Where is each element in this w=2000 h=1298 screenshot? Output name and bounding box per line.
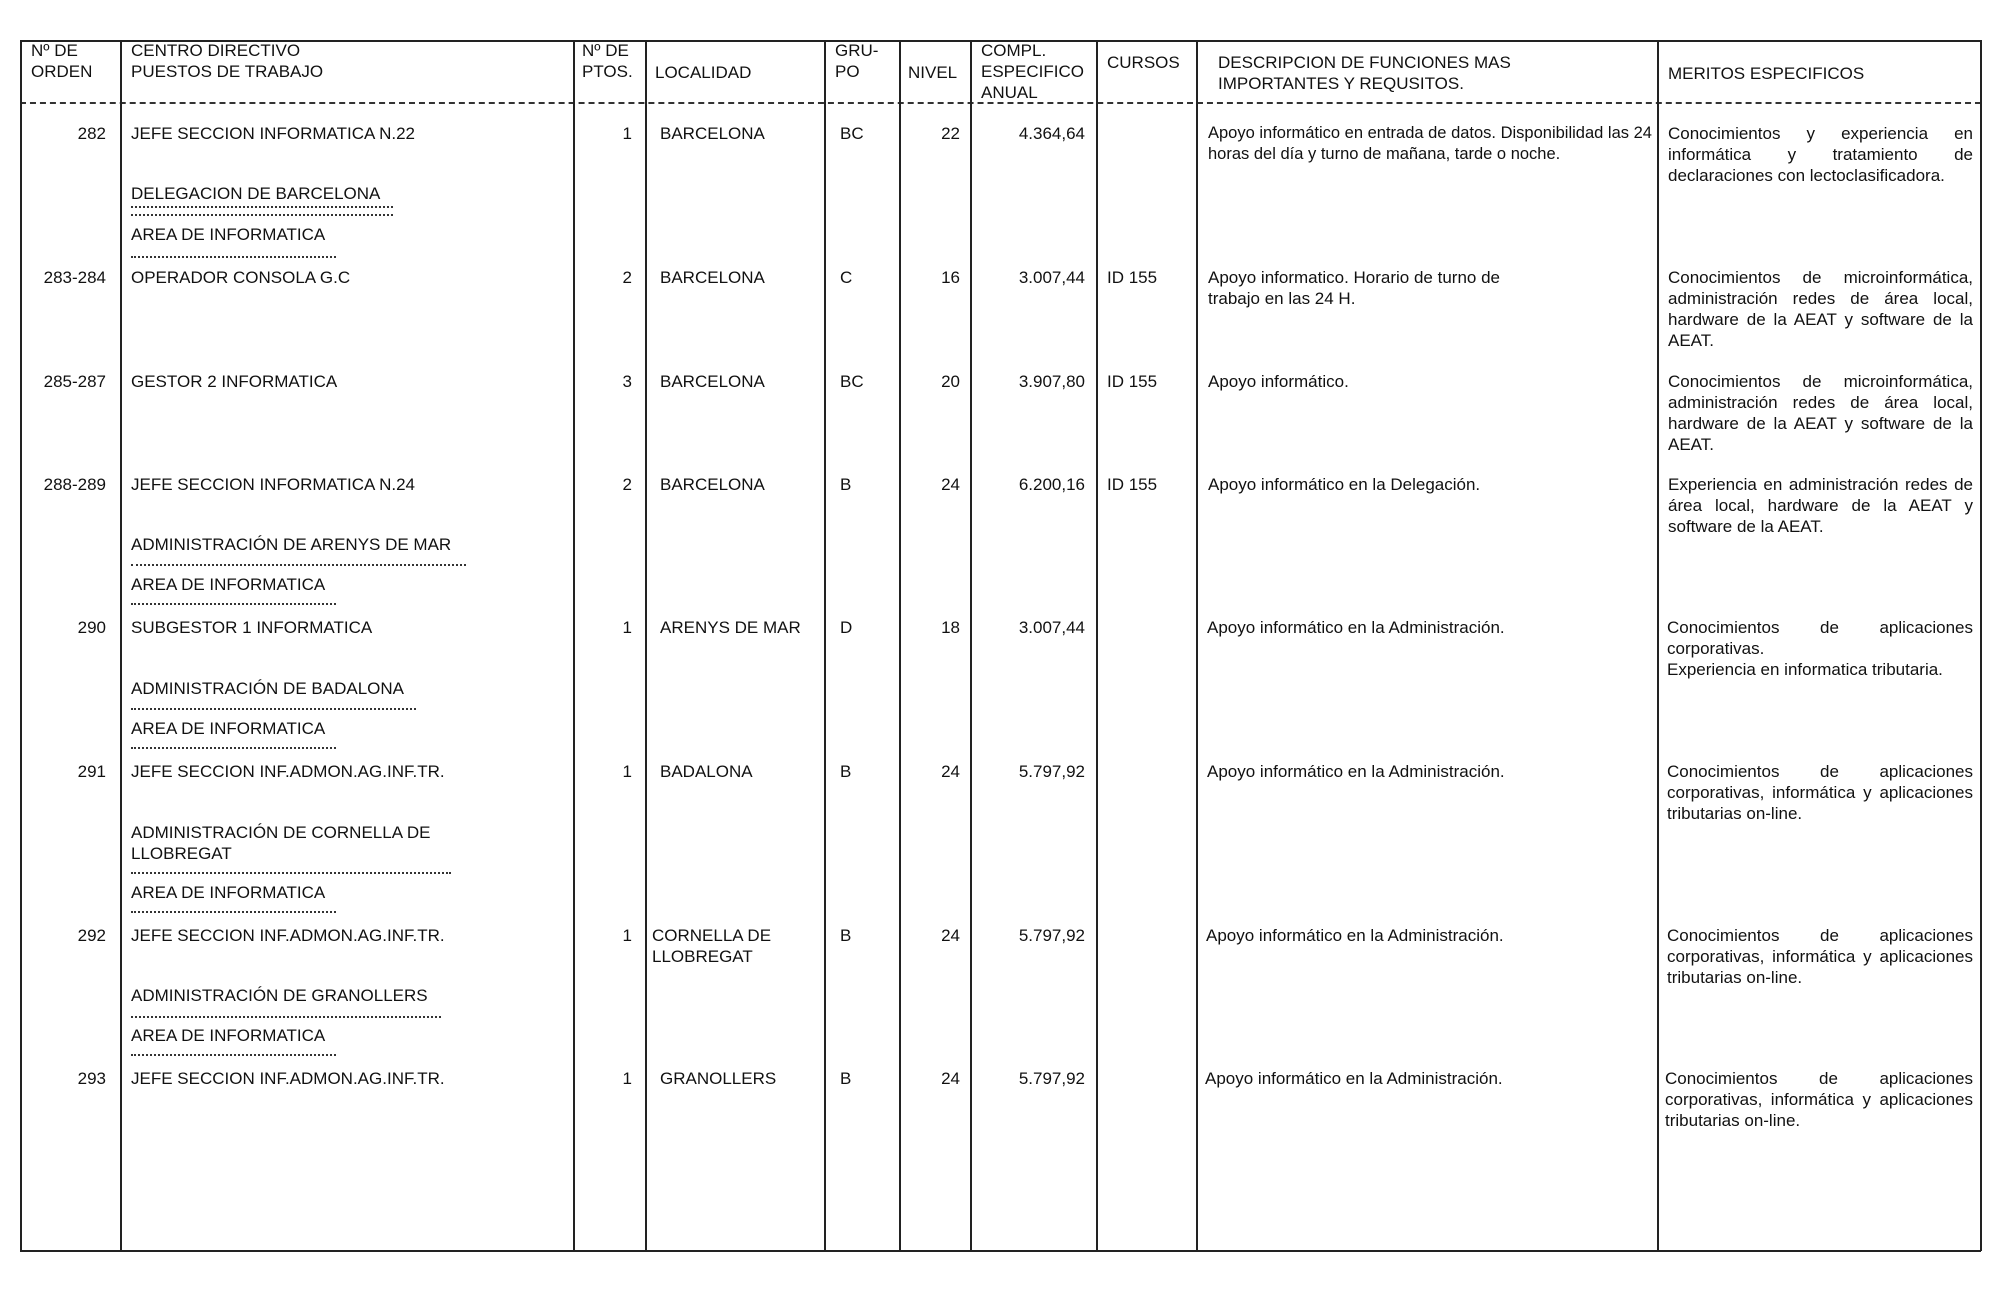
- puesto-283-284: OPERADOR CONSOLA G.C: [131, 268, 351, 287]
- dotted-underline: [131, 256, 336, 258]
- descripcion-290: Apoyo informático en la Administración.: [1207, 618, 1505, 637]
- compl-293: 5.797,92: [1018, 1069, 1085, 1088]
- grupo-288-289: B: [840, 475, 852, 494]
- section-area-informatica: AREA DE INFORMATICA: [131, 1026, 326, 1045]
- ptos-293: 1: [622, 1069, 632, 1088]
- compl-283-284: 3.007,44: [1018, 268, 1085, 287]
- cursos-283-284: ID 155: [1107, 268, 1158, 287]
- header-localidad: LOCALIDAD: [655, 63, 752, 82]
- puesto-292: JEFE SECCION INF.ADMON.AG.INF.TR.: [131, 926, 445, 945]
- orden-290: 290: [77, 618, 106, 637]
- meritos-291: Conocimientos de aplicaciones corporativas, informática y aplicaciones tributarias on-line.: [1667, 762, 1973, 823]
- puesto-285-287: GESTOR 2 INFORMATICA: [131, 372, 338, 391]
- descripcion-285-287: Apoyo informático.: [1208, 372, 1349, 391]
- orden-292: 292: [77, 926, 106, 945]
- nivel-285-287: 20: [941, 372, 960, 391]
- column-border: [1096, 40, 1098, 1251]
- localidad-292: CORNELLA DE LLOBREGAT: [652, 926, 772, 966]
- column-border: [120, 40, 122, 1251]
- puesto-293: JEFE SECCION INF.ADMON.AG.INF.TR.: [131, 1069, 445, 1088]
- dotted-underline: [131, 1054, 336, 1056]
- compl-285-287: 3.907,80: [1018, 372, 1085, 391]
- column-border: [1196, 40, 1198, 1251]
- meritos-285-287: Conocimientos de microinformática, administración redes de área local, hardware de la AEAT y software de la AEAT.: [1668, 372, 1973, 454]
- double-underline: [131, 206, 393, 216]
- section-administracion-granollers: ADMINISTRACIÓN DE GRANOLLERS: [131, 986, 428, 1005]
- orden-285-287: 285-287: [43, 372, 106, 391]
- cursos-285-287: ID 155: [1107, 372, 1158, 391]
- meritos-282: Conocimientos y experiencia en informática y tratamiento de declaraciones con lectoclasificadora.: [1668, 124, 1973, 185]
- nivel-282: 22: [941, 124, 960, 143]
- table-bottom-border: [20, 1250, 1981, 1252]
- header-cursos: CURSOS: [1107, 53, 1180, 72]
- compl-282: 4.364,64: [1018, 124, 1085, 143]
- cursos-288-289: ID 155: [1107, 475, 1158, 494]
- ptos-292: 1: [622, 926, 632, 945]
- column-border: [970, 40, 972, 1251]
- meritos-293: Conocimientos de aplicaciones corporativas, informática y aplicaciones tributarias on-line.: [1665, 1069, 1973, 1130]
- header-compl: COMPL. ESPECIFICO ANUAL: [981, 41, 1084, 102]
- puesto-291: JEFE SECCION INF.ADMON.AG.INF.TR.: [131, 762, 445, 781]
- section-area-informatica: AREA DE INFORMATICA: [131, 225, 326, 244]
- localidad-293: GRANOLLERS: [660, 1069, 777, 1088]
- grupo-283-284: C: [840, 268, 853, 287]
- dotted-underline: [131, 603, 336, 605]
- nivel-288-289: 24: [941, 475, 960, 494]
- dotted-underline: [131, 911, 336, 913]
- orden-291: 291: [77, 762, 106, 781]
- ptos-288-289: 2: [622, 475, 632, 494]
- orden-283-284: 283-284: [43, 268, 106, 287]
- localidad-282: BARCELONA: [660, 124, 765, 143]
- localidad-288-289: BARCELONA: [660, 475, 765, 494]
- column-border: [573, 40, 575, 1251]
- dotted-underline: [131, 708, 416, 710]
- localidad-285-287: BARCELONA: [660, 372, 765, 391]
- descripcion-291: Apoyo informático en la Administración.: [1207, 762, 1505, 781]
- orden-293: 293: [77, 1069, 106, 1088]
- localidad-290: ARENYS DE MAR: [660, 618, 801, 637]
- meritos-288-289: Experiencia en administración redes de área local, hardware de la AEAT y software de la AEAT.: [1668, 475, 1973, 536]
- column-border: [1980, 40, 1982, 1251]
- nivel-293: 24: [941, 1069, 960, 1088]
- meritos-283-284: Conocimientos de microinformática, administración redes de área local, hardware de la AEAT y software de la AEAT.: [1668, 268, 1973, 350]
- dotted-underline: [131, 564, 466, 566]
- nivel-292: 24: [941, 926, 960, 945]
- descripcion-283-284: Apoyo informatico. Horario de turno de trabajo en las 24 H.: [1208, 268, 1500, 308]
- column-border: [20, 40, 22, 1251]
- ptos-282: 1: [622, 124, 632, 143]
- dotted-underline: [131, 747, 336, 749]
- header-ptos: Nº DE PTOS.: [582, 41, 633, 81]
- grupo-291: B: [840, 762, 852, 781]
- grupo-290: D: [840, 618, 853, 637]
- section-area-informatica: AREA DE INFORMATICA: [131, 883, 326, 902]
- meritos-290: Conocimientos de aplicaciones corporativas.: [1667, 618, 1973, 658]
- puesto-288-289: JEFE SECCION INFORMATICA N.24: [131, 475, 416, 494]
- grupo-285-287: BC: [840, 372, 864, 391]
- dotted-underline: [131, 872, 451, 874]
- localidad-283-284: BARCELONA: [660, 268, 765, 287]
- descripcion-292: Apoyo informático en la Administración.: [1206, 926, 1504, 945]
- compl-291: 5.797,92: [1018, 762, 1085, 781]
- nivel-290: 18: [941, 618, 960, 637]
- section-administracion-arenys: ADMINISTRACIÓN DE ARENYS DE MAR: [131, 535, 452, 554]
- ptos-285-287: 3: [622, 372, 632, 391]
- orden-288-289: 288-289: [43, 475, 106, 494]
- section-administracion-badalona: ADMINISTRACIÓN DE BADALONA: [131, 679, 404, 698]
- header-descripcion: DESCRIPCION DE FUNCIONES MAS IMPORTANTES Y REQUSITOS.: [1218, 53, 1511, 93]
- column-border: [645, 40, 647, 1251]
- header-grupo: GRU- PO: [835, 41, 879, 81]
- orden-282: 282: [77, 124, 106, 143]
- compl-292: 5.797,92: [1018, 926, 1085, 945]
- localidad-291: BADALONA: [660, 762, 753, 781]
- column-border: [1657, 40, 1659, 1251]
- compl-288-289: 6.200,16: [1018, 475, 1085, 494]
- column-border: [824, 40, 826, 1251]
- header-meritos: MERITOS ESPECIFICOS: [1668, 64, 1865, 83]
- nivel-283-284: 16: [941, 268, 960, 287]
- meritos-292: Conocimientos de aplicaciones corporativas, informática y aplicaciones tributarias on-line.: [1667, 926, 1973, 987]
- ptos-290: 1: [622, 618, 632, 637]
- ptos-291: 1: [622, 762, 632, 781]
- grupo-282: BC: [840, 124, 864, 143]
- descripcion-288-289: Apoyo informático en la Delegación.: [1208, 475, 1481, 494]
- dotted-underline: [131, 1016, 441, 1018]
- header-orden: Nº DE ORDEN: [31, 41, 93, 81]
- header-nivel: NIVEL: [908, 63, 958, 82]
- puesto-290: SUBGESTOR 1 INFORMATICA: [131, 618, 373, 637]
- descripcion-293: Apoyo informático en la Administración.: [1205, 1069, 1503, 1088]
- section-delegacion-barcelona: DELEGACION DE BARCELONA: [131, 184, 381, 203]
- grupo-292: B: [840, 926, 852, 945]
- puesto-282: JEFE SECCION INFORMATICA N.22: [131, 124, 416, 143]
- section-administracion-cornella: ADMINISTRACIÓN DE CORNELLA DE LLOBREGAT: [131, 823, 431, 863]
- descripcion-282: Apoyo informático en entrada de datos. Disponibilidad las 24 horas del día y turno de mañana, tarde o noche.: [1208, 124, 1652, 163]
- meritos-290-extra: Experiencia en informatica tributaria.: [1667, 660, 1943, 679]
- grupo-293: B: [840, 1069, 852, 1088]
- compl-290: 3.007,44: [1018, 618, 1085, 637]
- section-area-informatica: AREA DE INFORMATICA: [131, 719, 326, 738]
- header-centro: CENTRO DIRECTIVO: [131, 41, 301, 60]
- ptos-283-284: 2: [622, 268, 632, 287]
- section-area-informatica: AREA DE INFORMATICA: [131, 575, 326, 594]
- column-border: [899, 40, 901, 1251]
- header-puestos: PUESTOS DE TRABAJO: [131, 62, 324, 81]
- nivel-291: 24: [941, 762, 960, 781]
